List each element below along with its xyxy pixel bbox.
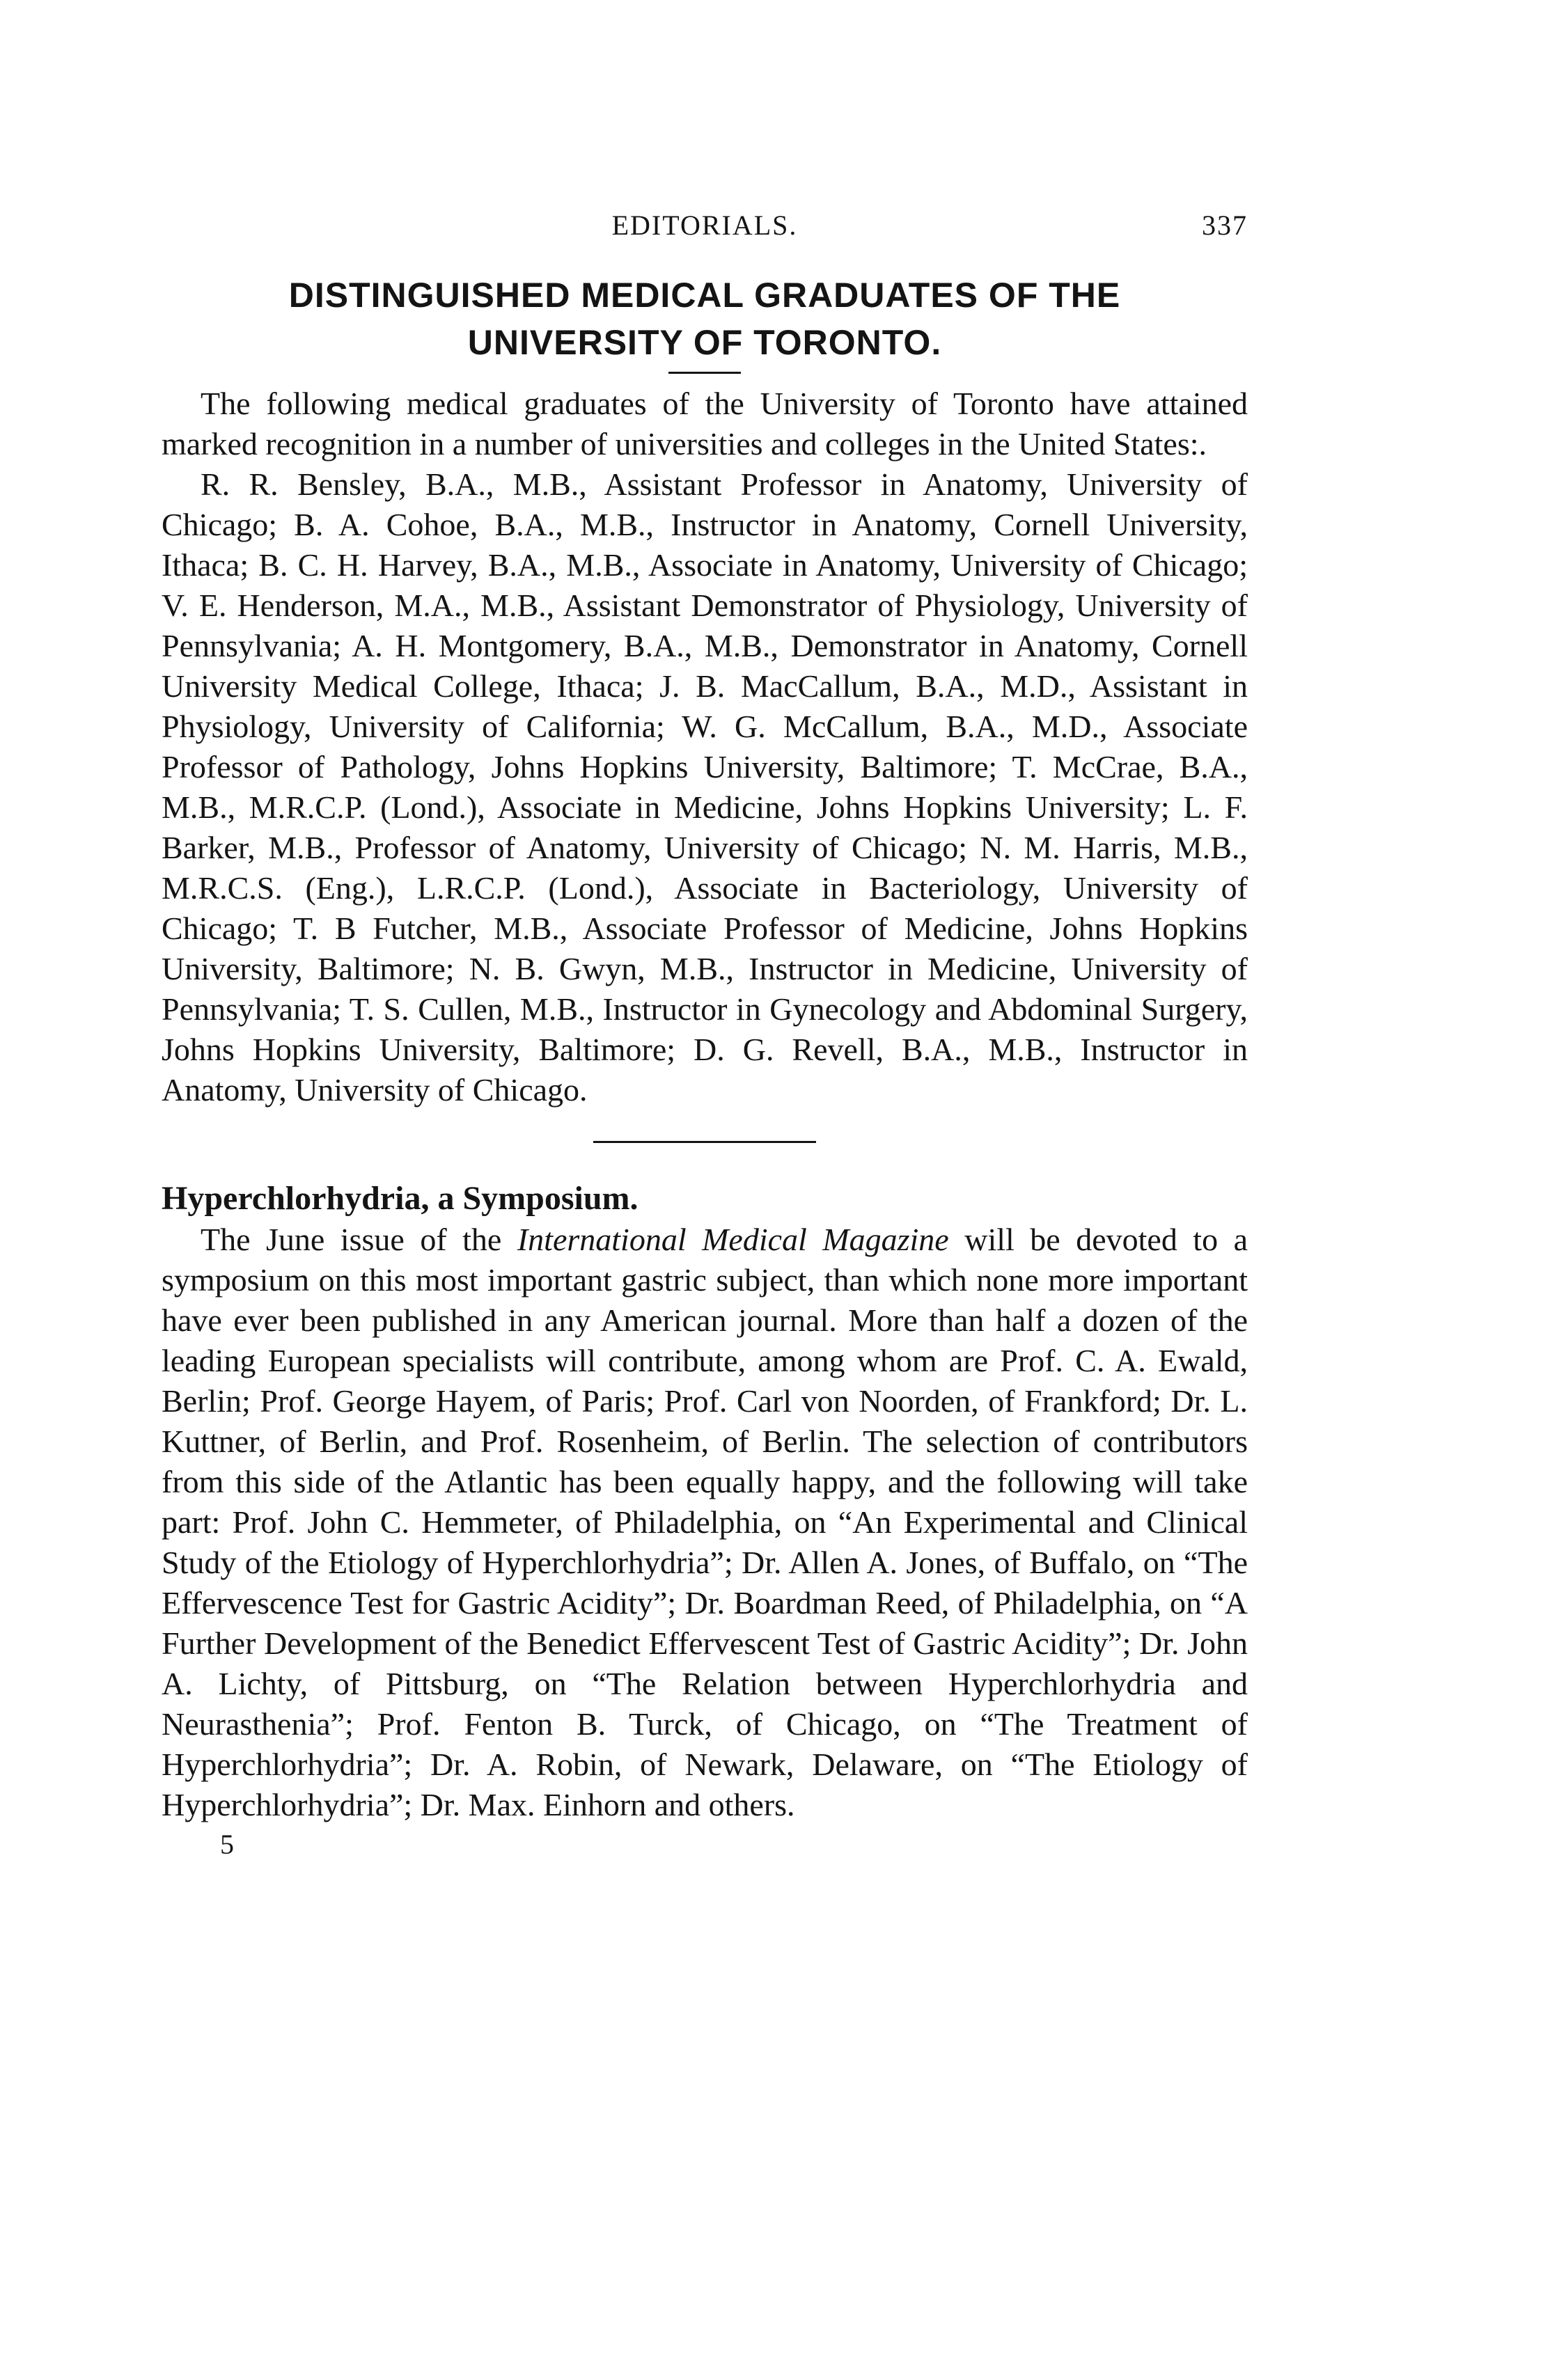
section-heading: Hyperchlorhydria, a Symposium. (162, 1180, 639, 1217)
symposium-paragraph (162, 1220, 1248, 1825)
graduates-list-paragraph: R. R. Bensley, B.A., M.B., Assistant Professor in Anatomy, University of Chicago; B. A. Cohoe, B.A., M.B., Instructor in Anatomy, Cornell University, Ithaca; B. C. H. Harvey, B.A., M.B., Associate in Anatomy, University of Chicago; V. E. Henderson, M.A., M.B., Assistant Demonstrator of Physiology, University of Pennsylvania; A. H. Montgomery, B.A., M.B., Demonstrator in Anatomy, Cornell University Medical College, Ithaca; J. B. MacCallum, B.A., M.D., Assistant in Physiology, University of California; W. G. McCallum, B.A., M.D., Associate Professor of Pathology, Johns Hopkins University, Baltimore; T. McCrae, B.A., M.B., M.R.C.P. (Lond.), Associate in Medicine, Johns Hopkins University; L. F. Barker, M.B., Professor of Anatomy, University of Chicago; N. M. Harris, M.B., M.R.C.S. (Eng.), L.R.C.P. (Lond.), Associate in Bacteriology, University of Chicago; T. B Futcher, M.B., Associate Professor of Medicine, Johns Hopkins University, Baltimore; N. B. Gwyn, M.B., Instructor in Medicine, University of Pennsylvania; T. S. Cullen, M.B., Instructor in Gynecology and Abdominal Surgery, Johns Hopkins University, Baltimore; D. G. Revell, B.A., M.B., Instructor in Anatomy, University of Chicago. (162, 466, 1248, 1108)
symposium-text-rest: will be devoted to a symposium on this most important gastric subject, than which none more important have ever been published in any American journal. More than half a dozen of the leading European specialists will contribute, among whom are Prof. C. A. Ewald, Berlin; Prof. George Hayem, of Paris; Prof. Carl von Noorden, of Frankford; Dr. L. Kuttner, of Berlin, and Prof. Rosenheim, of Berlin. The selection of contributors from this side of the Atlantic has been equally happy, and the following will take part: Prof. John C. Hemmeter, of Philadelphia, on “An Experimental and Clinical Study of the Etiology of Hyperchlorhydria”; Dr. Allen A. Jones, of Buffalo, on “The Effervescence Test for Gastric Acidity”; Dr. Boardman Reed, of Philadelphia, on “A Further Development of the Benedict Effervescent Test of Gastric Acidity”; Dr. John A. Lichty, of Pittsburg, on “The Relation between Hyperchlorhydria and Neurasthenia”; Prof. Fenton B. Turck, of Chicago, on “The Treatment of Hyperchlorhydria”; Dr. A. Robin, of Newark, Delaware, on “The Etiology of Hyperchlorhydria”; Dr. Max. Einhorn and others. (162, 1222, 1248, 1822)
document-page (162, 209, 1248, 1861)
page-number: 337 (1202, 210, 1248, 241)
article-intro-paragraph: The following medical graduates of the University of Toronto have attained marked recognition in a number of universities and colleges in the United States:. (162, 386, 1248, 462)
magazine-title: International Medical Magazine (517, 1222, 949, 1257)
article-title-line-1: DISTINGUISHED MEDICAL GRADUATES OF THE (288, 276, 1121, 315)
article-title-line-2: UNIVERSITY OF TORONTO. (467, 323, 942, 362)
title-rule (668, 372, 741, 374)
article-title (162, 271, 1248, 366)
running-title: EDITORIALS. (611, 210, 798, 241)
running-header (162, 209, 1248, 251)
section-separator-rule (593, 1141, 816, 1143)
symposium-text-start: The June issue of the (201, 1222, 517, 1257)
signature-mark: 5 (220, 1829, 234, 1860)
